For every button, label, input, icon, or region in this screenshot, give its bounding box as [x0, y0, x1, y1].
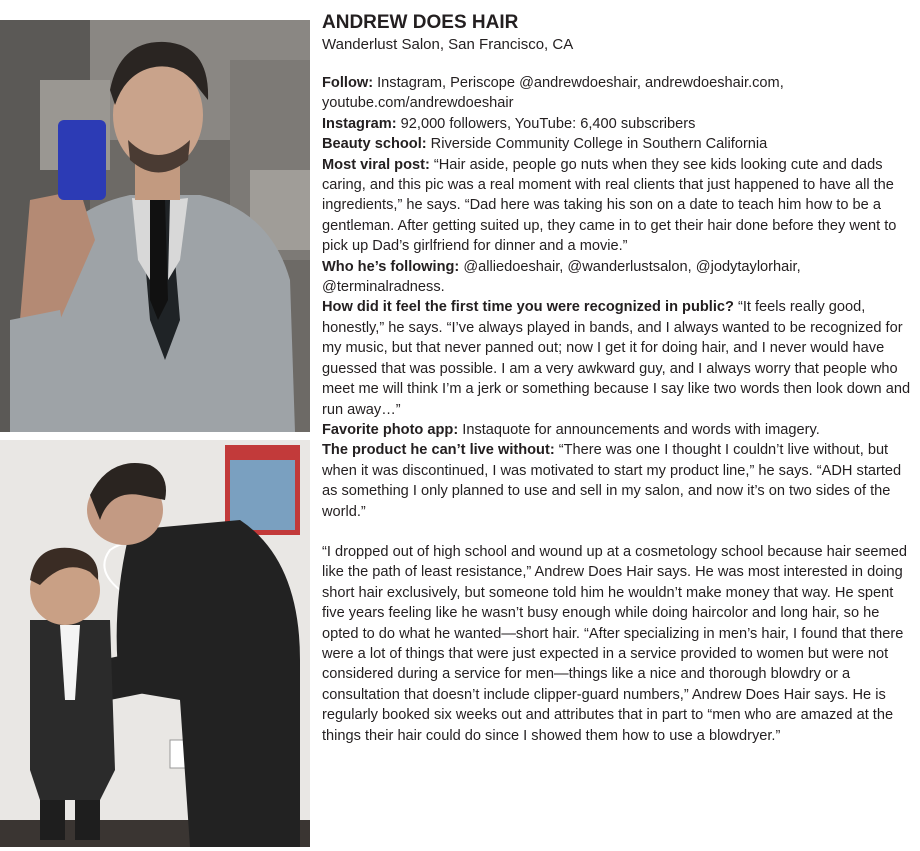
- article-text: [322, 11, 912, 746]
- entry-label: Beauty school:: [322, 136, 427, 153]
- entry-label: The product he can’t live without:: [322, 442, 555, 459]
- entry-label: Favorite photo app:: [322, 421, 459, 438]
- entry-text: “Hair aside, people go nuts when they see kids looking cute and dads caring, and this pic was a real moment with real clients that just happened to have all the ingredients,” he says. “Dad here was taking his son on a date to teach him how to be a gentleman. After getting suited up, they came in to get their hair done before they went to pick up Dad’s girlfriend for dinner and a movie.”: [322, 156, 897, 255]
- entry-product: [322, 440, 912, 522]
- entry-label: Most viral post:: [322, 156, 430, 173]
- entry-following: [322, 257, 912, 298]
- entry-text: “It feels really good, honestly,” he says. “I’ve always played in bands, and I always wanted to be recognized for my music, but that never panned out; now I get it for doing hair, and I never would have guessed that was possible. I am a very awkward guy, and I always worry that people who meet me will think I’m a jerk or something because I say like two words then look down and run away…”: [322, 299, 911, 418]
- entry-text: “There was one I thought I couldn’t live without, but when it was discontinued, I was motivated to start my product line,” he says. “ADH started as something I only planned to use and sell in my salon, and now it’s on two sides of the world.”: [322, 442, 902, 520]
- profile-title: ANDREW DOES HAIR: [322, 12, 519, 33]
- entry-text: Instagram, Periscope @andrewdoeshair, andrewdoeshair.com, youtube.com/andrewdoeshair: [322, 75, 784, 112]
- entry-text: 92,000 followers, YouTube: 6,400 subscribers: [396, 115, 696, 132]
- entry-follow: [322, 73, 912, 114]
- entry-text: @alliedoeshair, @wanderlustsalon, @jodytaylorhair, @terminalradness.: [322, 258, 801, 296]
- entry-label: Who he’s following:: [322, 258, 460, 275]
- entry-recognized: [322, 297, 912, 419]
- entry-label: Instagram:: [322, 115, 397, 132]
- entry-photo-app: [322, 420, 912, 440]
- salon-photo: [0, 440, 310, 847]
- body-paragraph: “I dropped out of high school and wound up at a cosmetology school because hair seemed like the path of least resistance,” Andrew Does Hair says. He was most interested in doing short hair exclusively, but someone told him he wouldn’t make money that way. He spent five years feeling like he wasn’t busy enough while doing haircolor and long hair, so he opted to do what he wanted—short hair. “After specializing in men’s hair, I found that there were a lot of things that were just expected in a service provided to women but were not considered during a service for men—things like a nice and thorough blowdry or a consultation that doesn’t include clipper-guard numbers,” Andrew Does Hair says. He is regularly booked six weeks out and attributes that in part to “men who are amazed at the things their hair could do since I showed them how to use a blowdryer.”: [322, 543, 907, 744]
- profile-subtitle: Wanderlust Salon, San Francisco, CA: [322, 36, 574, 53]
- entry-text: Instaquote for announcements and words with imagery.: [458, 421, 820, 438]
- entry-viral-post: [322, 155, 912, 257]
- entry-instagram: [322, 114, 912, 134]
- selfie-photo: [0, 20, 310, 432]
- entry-label: How did it feel the first time you were recognized in public?: [322, 299, 734, 316]
- entry-text: Riverside Community College in Southern California: [426, 136, 768, 153]
- entry-label: Follow:: [322, 75, 374, 91]
- entry-beauty-school: [322, 134, 912, 154]
